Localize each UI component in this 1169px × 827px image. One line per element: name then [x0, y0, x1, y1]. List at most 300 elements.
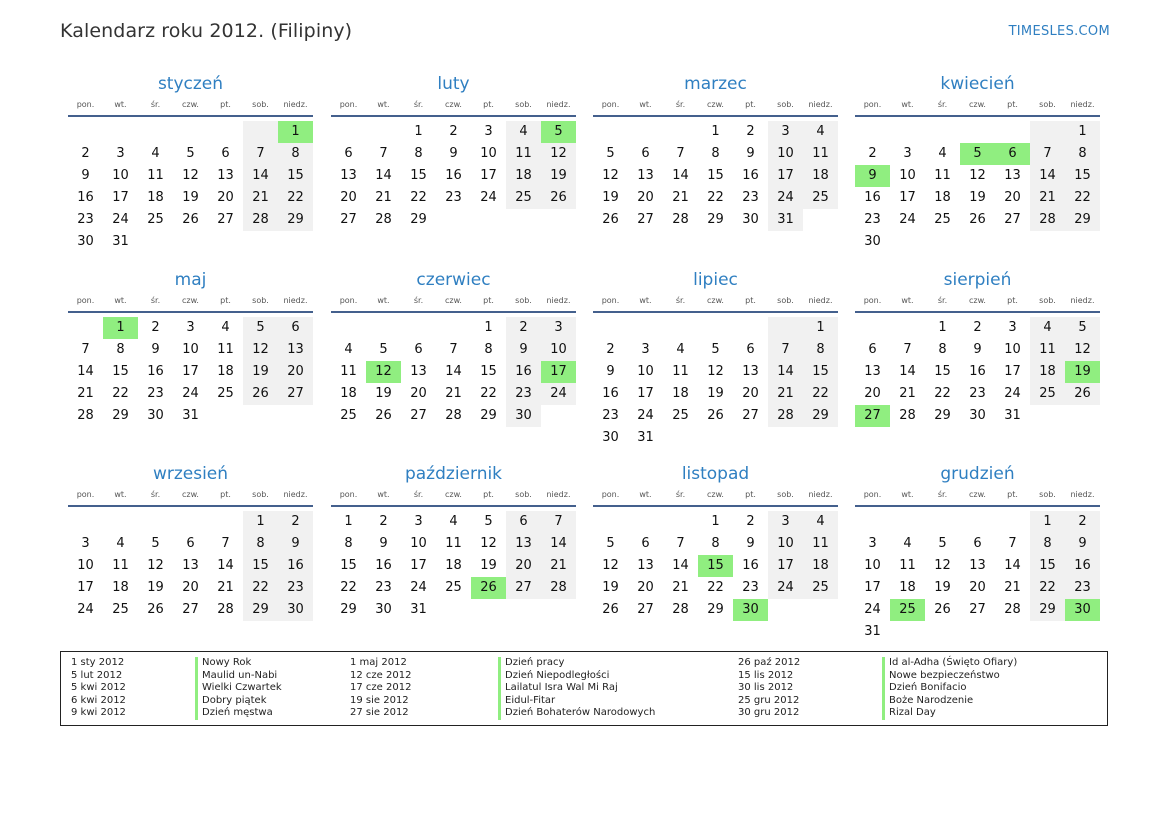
- day-cell[interactable]: 6: [973, 536, 982, 551]
- day-cell[interactable]: 10: [541, 339, 576, 361]
- day-cell[interactable]: 11: [147, 168, 164, 183]
- day-cell[interactable]: 19: [480, 558, 497, 573]
- day-cell[interactable]: 13: [182, 558, 199, 573]
- day-cell[interactable]: 31: [182, 408, 199, 423]
- day-cell[interactable]: 27: [410, 408, 427, 423]
- day-cell[interactable]: 15: [480, 364, 497, 379]
- day-cell[interactable]: 30: [742, 212, 759, 227]
- day-cell[interactable]: 2: [506, 317, 541, 339]
- day-cell[interactable]: 10: [182, 342, 199, 357]
- day-cell[interactable]: 30: [864, 234, 881, 249]
- day-cell[interactable]: 13: [340, 168, 357, 183]
- day-cell[interactable]: 16: [147, 364, 164, 379]
- day-cell[interactable]: 2: [379, 514, 388, 529]
- day-cell[interactable]: 12: [707, 364, 724, 379]
- day-cell[interactable]: 28: [541, 577, 576, 599]
- day-cell[interactable]: 27: [637, 602, 654, 617]
- day-cell[interactable]: 12: [243, 339, 278, 361]
- day-cell[interactable]: 22: [278, 187, 313, 209]
- day-cell[interactable]: 9: [81, 168, 90, 183]
- day-cell[interactable]: 21: [768, 383, 803, 405]
- day-cell[interactable]: 2: [973, 320, 982, 335]
- day-cell[interactable]: 23: [445, 190, 462, 205]
- day-cell[interactable]: 12: [602, 168, 619, 183]
- day-cell[interactable]: 29: [340, 602, 357, 617]
- day-cell[interactable]: 17: [182, 364, 199, 379]
- day-cell[interactable]: 30: [278, 599, 313, 621]
- day-cell[interactable]: 28: [899, 408, 916, 423]
- day-cell[interactable]: 8: [414, 146, 423, 161]
- day-cell[interactable]: 11: [340, 364, 357, 379]
- day-cell[interactable]: 30: [1065, 599, 1100, 621]
- day-cell[interactable]: 18: [803, 555, 838, 577]
- day-cell[interactable]: 8: [711, 146, 720, 161]
- day-cell[interactable]: 15: [340, 558, 357, 573]
- day-cell[interactable]: 13: [278, 339, 313, 361]
- day-cell[interactable]: 8: [803, 339, 838, 361]
- day-cell[interactable]: 10: [768, 143, 803, 165]
- day-cell[interactable]: 22: [934, 386, 951, 401]
- day-cell[interactable]: 17: [637, 386, 654, 401]
- day-cell[interactable]: 30: [77, 234, 94, 249]
- day-cell[interactable]: 19: [969, 190, 986, 205]
- day-cell[interactable]: 19: [375, 386, 392, 401]
- day-cell[interactable]: 28: [768, 405, 803, 427]
- day-cell[interactable]: 29: [278, 209, 313, 231]
- day-cell[interactable]: 15: [934, 364, 951, 379]
- day-cell[interactable]: 6: [221, 146, 230, 161]
- day-cell[interactable]: 22: [1065, 187, 1100, 209]
- day-cell[interactable]: 1: [278, 121, 313, 143]
- day-cell[interactable]: 25: [803, 187, 838, 209]
- day-cell[interactable]: 11: [1030, 339, 1065, 361]
- day-cell[interactable]: 20: [742, 386, 759, 401]
- day-cell[interactable]: 8: [1030, 533, 1065, 555]
- day-cell[interactable]: 11: [899, 558, 916, 573]
- day-cell[interactable]: 15: [243, 555, 278, 577]
- day-cell[interactable]: 12: [182, 168, 199, 183]
- day-cell[interactable]: 31: [864, 624, 881, 639]
- day-cell[interactable]: 1: [711, 124, 720, 139]
- day-cell[interactable]: 2: [746, 514, 755, 529]
- day-cell[interactable]: 9: [973, 342, 982, 357]
- day-cell[interactable]: 13: [217, 168, 234, 183]
- day-cell[interactable]: 19: [147, 580, 164, 595]
- day-cell[interactable]: 23: [1065, 577, 1100, 599]
- day-cell[interactable]: 5: [151, 536, 160, 551]
- day-cell[interactable]: 23: [969, 386, 986, 401]
- day-cell[interactable]: 4: [344, 342, 353, 357]
- day-cell[interactable]: 30: [602, 430, 619, 445]
- day-cell[interactable]: 7: [449, 342, 458, 357]
- day-cell[interactable]: 29: [112, 408, 129, 423]
- day-cell[interactable]: 17: [77, 580, 94, 595]
- day-cell[interactable]: 1: [103, 317, 138, 339]
- day-cell[interactable]: 23: [602, 408, 619, 423]
- day-cell[interactable]: 23: [864, 212, 881, 227]
- day-cell[interactable]: 28: [672, 212, 689, 227]
- day-cell[interactable]: 13: [742, 364, 759, 379]
- day-cell[interactable]: 24: [637, 408, 654, 423]
- day-cell[interactable]: 14: [899, 364, 916, 379]
- day-cell[interactable]: 5: [938, 536, 947, 551]
- day-cell[interactable]: 6: [641, 146, 650, 161]
- day-cell[interactable]: 24: [480, 190, 497, 205]
- day-cell[interactable]: 18: [672, 386, 689, 401]
- day-cell[interactable]: 13: [506, 533, 541, 555]
- day-cell[interactable]: 18: [112, 580, 129, 595]
- day-cell[interactable]: 13: [637, 168, 654, 183]
- day-cell[interactable]: 25: [340, 408, 357, 423]
- day-cell[interactable]: 9: [379, 536, 388, 551]
- day-cell[interactable]: 15: [803, 361, 838, 383]
- day-cell[interactable]: 6: [868, 342, 877, 357]
- day-cell[interactable]: 21: [672, 580, 689, 595]
- day-cell[interactable]: 23: [375, 580, 392, 595]
- day-cell[interactable]: 11: [445, 536, 462, 551]
- day-cell[interactable]: 10: [637, 364, 654, 379]
- day-cell[interactable]: 7: [676, 146, 685, 161]
- day-cell[interactable]: 10: [864, 558, 881, 573]
- day-cell[interactable]: 17: [768, 165, 803, 187]
- day-cell[interactable]: 10: [768, 533, 803, 555]
- day-cell[interactable]: 18: [340, 386, 357, 401]
- day-cell[interactable]: 6: [186, 536, 195, 551]
- day-cell[interactable]: 15: [707, 168, 724, 183]
- day-cell[interactable]: 2: [151, 320, 160, 335]
- day-cell[interactable]: 1: [484, 320, 493, 335]
- day-cell[interactable]: 25: [890, 599, 925, 621]
- day-cell[interactable]: 19: [1065, 361, 1100, 383]
- day-cell[interactable]: 25: [672, 408, 689, 423]
- day-cell[interactable]: 1: [711, 514, 720, 529]
- day-cell[interactable]: 29: [1030, 599, 1065, 621]
- day-cell[interactable]: 26: [934, 602, 951, 617]
- day-cell[interactable]: 17: [480, 168, 497, 183]
- day-cell[interactable]: 26: [243, 383, 278, 405]
- day-cell[interactable]: 29: [934, 408, 951, 423]
- day-cell[interactable]: 26: [602, 602, 619, 617]
- day-cell[interactable]: 9: [855, 165, 890, 187]
- day-cell[interactable]: 12: [602, 558, 619, 573]
- day-cell[interactable]: 3: [1008, 320, 1017, 335]
- day-cell[interactable]: 11: [672, 364, 689, 379]
- day-cell[interactable]: 16: [375, 558, 392, 573]
- day-cell[interactable]: 22: [803, 383, 838, 405]
- day-cell[interactable]: 22: [707, 190, 724, 205]
- day-cell[interactable]: 9: [746, 536, 755, 551]
- day-cell[interactable]: 6: [506, 511, 541, 533]
- day-cell[interactable]: 16: [969, 364, 986, 379]
- day-cell[interactable]: 11: [803, 533, 838, 555]
- day-cell[interactable]: 27: [182, 602, 199, 617]
- day-cell[interactable]: 4: [1030, 317, 1065, 339]
- day-cell[interactable]: 28: [243, 209, 278, 231]
- day-cell[interactable]: 5: [243, 317, 278, 339]
- day-cell[interactable]: 25: [934, 212, 951, 227]
- day-cell[interactable]: 30: [969, 408, 986, 423]
- day-cell[interactable]: 21: [217, 580, 234, 595]
- day-cell[interactable]: 25: [112, 602, 129, 617]
- day-cell[interactable]: 9: [746, 146, 755, 161]
- day-cell[interactable]: 22: [243, 577, 278, 599]
- day-cell[interactable]: 22: [112, 386, 129, 401]
- day-cell[interactable]: 17: [864, 580, 881, 595]
- day-cell[interactable]: 24: [899, 212, 916, 227]
- day-cell[interactable]: 12: [366, 361, 401, 383]
- day-cell[interactable]: 6: [995, 143, 1030, 165]
- day-cell[interactable]: 24: [1004, 386, 1021, 401]
- day-cell[interactable]: 14: [768, 361, 803, 383]
- day-cell[interactable]: 25: [217, 386, 234, 401]
- day-cell[interactable]: 16: [742, 168, 759, 183]
- day-cell[interactable]: 8: [1065, 143, 1100, 165]
- day-cell[interactable]: 21: [1004, 580, 1021, 595]
- day-cell[interactable]: 26: [1065, 383, 1100, 405]
- day-cell[interactable]: 25: [803, 577, 838, 599]
- day-cell[interactable]: 15: [278, 165, 313, 187]
- day-cell[interactable]: 3: [768, 511, 803, 533]
- day-cell[interactable]: 13: [1004, 168, 1021, 183]
- day-cell[interactable]: 28: [672, 602, 689, 617]
- day-cell[interactable]: 31: [112, 234, 129, 249]
- day-cell[interactable]: 23: [742, 580, 759, 595]
- day-cell[interactable]: 21: [243, 187, 278, 209]
- day-cell[interactable]: 20: [217, 190, 234, 205]
- day-cell[interactable]: 12: [1065, 339, 1100, 361]
- day-cell[interactable]: 18: [803, 165, 838, 187]
- day-cell[interactable]: 24: [410, 580, 427, 595]
- day-cell[interactable]: 19: [541, 165, 576, 187]
- day-cell[interactable]: 18: [934, 190, 951, 205]
- day-cell[interactable]: 8: [116, 342, 125, 357]
- day-cell[interactable]: 30: [506, 405, 541, 427]
- day-cell[interactable]: 20: [1004, 190, 1021, 205]
- day-cell[interactable]: 18: [445, 558, 462, 573]
- day-cell[interactable]: 14: [541, 533, 576, 555]
- day-cell[interactable]: 7: [903, 342, 912, 357]
- day-cell[interactable]: 3: [484, 124, 493, 139]
- day-cell[interactable]: 27: [742, 408, 759, 423]
- day-cell[interactable]: 1: [344, 514, 353, 529]
- day-cell[interactable]: 5: [606, 146, 615, 161]
- day-cell[interactable]: 29: [410, 212, 427, 227]
- day-cell[interactable]: 20: [969, 580, 986, 595]
- day-cell[interactable]: 2: [449, 124, 458, 139]
- day-cell[interactable]: 1: [938, 320, 947, 335]
- day-cell[interactable]: 26: [147, 602, 164, 617]
- day-cell[interactable]: 26: [602, 212, 619, 227]
- day-cell[interactable]: 11: [803, 143, 838, 165]
- day-cell[interactable]: 16: [864, 190, 881, 205]
- day-cell[interactable]: 20: [182, 580, 199, 595]
- day-cell[interactable]: 1: [414, 124, 423, 139]
- day-cell[interactable]: 26: [541, 187, 576, 209]
- day-cell[interactable]: 31: [410, 602, 427, 617]
- day-cell[interactable]: 4: [116, 536, 125, 551]
- day-cell[interactable]: 21: [445, 386, 462, 401]
- day-cell[interactable]: 24: [112, 212, 129, 227]
- day-cell[interactable]: 17: [541, 361, 576, 383]
- day-cell[interactable]: 24: [541, 383, 576, 405]
- day-cell[interactable]: 1: [1065, 121, 1100, 143]
- day-cell[interactable]: 25: [1030, 383, 1065, 405]
- day-cell[interactable]: 27: [217, 212, 234, 227]
- day-cell[interactable]: 20: [506, 555, 541, 577]
- day-cell[interactable]: 20: [340, 190, 357, 205]
- day-cell[interactable]: 20: [637, 580, 654, 595]
- day-cell[interactable]: 30: [147, 408, 164, 423]
- day-cell[interactable]: 29: [243, 599, 278, 621]
- day-cell[interactable]: 27: [855, 405, 890, 427]
- day-cell[interactable]: 4: [903, 536, 912, 551]
- day-cell[interactable]: 4: [803, 121, 838, 143]
- day-cell[interactable]: 19: [707, 386, 724, 401]
- day-cell[interactable]: 1: [1030, 511, 1065, 533]
- day-cell[interactable]: 28: [445, 408, 462, 423]
- day-cell[interactable]: 14: [243, 165, 278, 187]
- day-cell[interactable]: 14: [672, 168, 689, 183]
- day-cell[interactable]: 5: [541, 121, 576, 143]
- day-cell[interactable]: 21: [375, 190, 392, 205]
- day-cell[interactable]: 7: [676, 536, 685, 551]
- day-cell[interactable]: 29: [1065, 209, 1100, 231]
- day-cell[interactable]: 10: [1004, 342, 1021, 357]
- day-cell[interactable]: 1: [803, 317, 838, 339]
- day-cell[interactable]: 26: [707, 408, 724, 423]
- day-cell[interactable]: 4: [151, 146, 160, 161]
- day-cell[interactable]: 21: [899, 386, 916, 401]
- day-cell[interactable]: 5: [379, 342, 388, 357]
- day-cell[interactable]: 27: [340, 212, 357, 227]
- day-cell[interactable]: 3: [868, 536, 877, 551]
- day-cell[interactable]: 12: [480, 536, 497, 551]
- day-cell[interactable]: 23: [506, 383, 541, 405]
- day-cell[interactable]: 22: [707, 580, 724, 595]
- day-cell[interactable]: 31: [768, 209, 803, 231]
- day-cell[interactable]: 7: [1030, 143, 1065, 165]
- day-cell[interactable]: 10: [112, 168, 129, 183]
- day-cell[interactable]: 10: [899, 168, 916, 183]
- day-cell[interactable]: 29: [707, 602, 724, 617]
- day-cell[interactable]: 26: [969, 212, 986, 227]
- day-cell[interactable]: 7: [1008, 536, 1017, 551]
- day-cell[interactable]: 5: [186, 146, 195, 161]
- day-cell[interactable]: 4: [221, 320, 230, 335]
- day-cell[interactable]: 2: [1065, 511, 1100, 533]
- day-cell[interactable]: 15: [1030, 555, 1065, 577]
- day-cell[interactable]: 7: [768, 339, 803, 361]
- day-cell[interactable]: 4: [449, 514, 458, 529]
- day-cell[interactable]: 3: [81, 536, 90, 551]
- day-cell[interactable]: 28: [1004, 602, 1021, 617]
- day-cell[interactable]: 5: [960, 143, 995, 165]
- day-cell[interactable]: 9: [278, 533, 313, 555]
- day-cell[interactable]: 24: [768, 187, 803, 209]
- day-cell[interactable]: 28: [375, 212, 392, 227]
- day-cell[interactable]: 17: [768, 555, 803, 577]
- day-cell[interactable]: 6: [414, 342, 423, 357]
- day-cell[interactable]: 12: [147, 558, 164, 573]
- day-cell[interactable]: 29: [803, 405, 838, 427]
- day-cell[interactable]: 5: [484, 514, 493, 529]
- day-cell[interactable]: 17: [1004, 364, 1021, 379]
- day-cell[interactable]: 20: [278, 361, 313, 383]
- day-cell[interactable]: 27: [1004, 212, 1021, 227]
- day-cell[interactable]: 31: [1004, 408, 1021, 423]
- day-cell[interactable]: 29: [480, 408, 497, 423]
- day-cell[interactable]: 3: [903, 146, 912, 161]
- day-cell[interactable]: 4: [938, 146, 947, 161]
- day-cell[interactable]: 12: [969, 168, 986, 183]
- day-cell[interactable]: 12: [541, 143, 576, 165]
- day-cell[interactable]: 2: [278, 511, 313, 533]
- day-cell[interactable]: 1: [243, 511, 278, 533]
- day-cell[interactable]: 9: [449, 146, 458, 161]
- day-cell[interactable]: 22: [340, 580, 357, 595]
- day-cell[interactable]: 9: [151, 342, 160, 357]
- day-cell[interactable]: 24: [864, 602, 881, 617]
- day-cell[interactable]: 10: [77, 558, 94, 573]
- day-cell[interactable]: 17: [410, 558, 427, 573]
- day-cell[interactable]: 26: [182, 212, 199, 227]
- day-cell[interactable]: 16: [506, 361, 541, 383]
- day-cell[interactable]: 23: [77, 212, 94, 227]
- day-cell[interactable]: 7: [379, 146, 388, 161]
- day-cell[interactable]: 24: [182, 386, 199, 401]
- day-cell[interactable]: 8: [938, 342, 947, 357]
- day-cell[interactable]: 21: [672, 190, 689, 205]
- day-cell[interactable]: 14: [77, 364, 94, 379]
- day-cell[interactable]: 6: [344, 146, 353, 161]
- day-cell[interactable]: 9: [606, 364, 615, 379]
- day-cell[interactable]: 20: [864, 386, 881, 401]
- day-cell[interactable]: 4: [676, 342, 685, 357]
- day-cell[interactable]: 3: [186, 320, 195, 335]
- day-cell[interactable]: 7: [541, 511, 576, 533]
- day-cell[interactable]: 11: [506, 143, 541, 165]
- day-cell[interactable]: 19: [602, 580, 619, 595]
- day-cell[interactable]: 16: [742, 558, 759, 573]
- day-cell[interactable]: 21: [541, 555, 576, 577]
- day-cell[interactable]: 6: [746, 342, 755, 357]
- day-cell[interactable]: 2: [81, 146, 90, 161]
- day-cell[interactable]: 26: [471, 577, 506, 599]
- day-cell[interactable]: 3: [768, 121, 803, 143]
- day-cell[interactable]: 8: [344, 536, 353, 551]
- day-cell[interactable]: 10: [480, 146, 497, 161]
- day-cell[interactable]: 25: [445, 580, 462, 595]
- day-cell[interactable]: 7: [81, 342, 90, 357]
- day-cell[interactable]: 21: [1030, 187, 1065, 209]
- day-cell[interactable]: 13: [410, 364, 427, 379]
- day-cell[interactable]: 22: [410, 190, 427, 205]
- day-cell[interactable]: 8: [278, 143, 313, 165]
- day-cell[interactable]: 18: [147, 190, 164, 205]
- day-cell[interactable]: 27: [637, 212, 654, 227]
- day-cell[interactable]: 13: [864, 364, 881, 379]
- day-cell[interactable]: 21: [77, 386, 94, 401]
- day-cell[interactable]: 13: [969, 558, 986, 573]
- day-cell[interactable]: 20: [637, 190, 654, 205]
- day-cell[interactable]: 15: [1065, 165, 1100, 187]
- day-cell[interactable]: 14: [1030, 165, 1065, 187]
- day-cell[interactable]: 20: [410, 386, 427, 401]
- day-cell[interactable]: 3: [641, 342, 650, 357]
- day-cell[interactable]: 18: [1030, 361, 1065, 383]
- day-cell[interactable]: 24: [768, 577, 803, 599]
- day-cell[interactable]: 3: [414, 514, 423, 529]
